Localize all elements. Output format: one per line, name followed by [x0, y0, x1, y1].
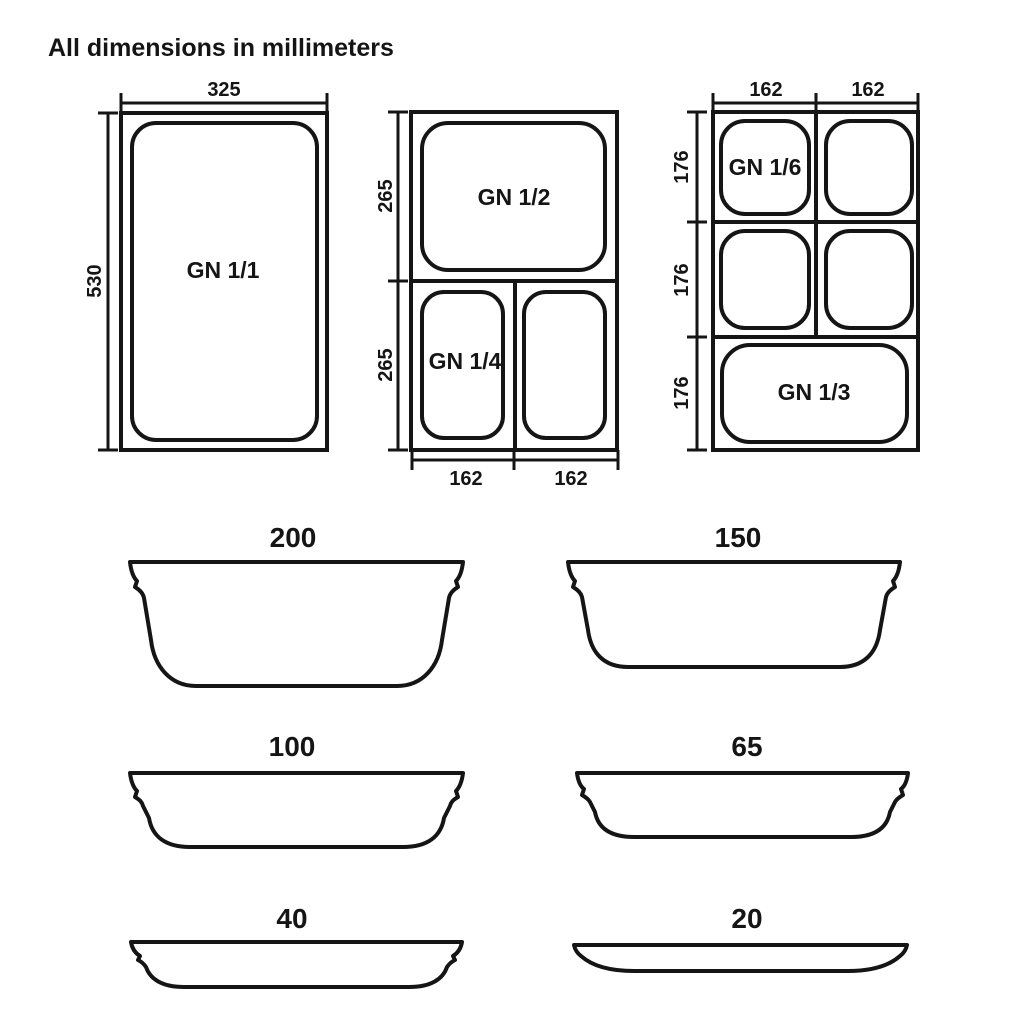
- depth-label-150: 150: [714, 522, 762, 553]
- gn11-height-dim-label: 530: [84, 264, 106, 298]
- pan-profile-150: [568, 562, 900, 667]
- depth-profile-150: [568, 522, 900, 667]
- depth-profile-200: [130, 522, 463, 686]
- pan-profile-65: [577, 773, 908, 837]
- depth-profile-40: [131, 903, 462, 987]
- gn12-height-dim-label-top: 265: [375, 179, 397, 213]
- gn12-label: GN 1/2: [477, 184, 551, 210]
- gn12-height-dim-label-bottom: 265: [375, 348, 397, 382]
- gn16-height-dim-label-3: 176: [671, 376, 693, 410]
- pan-profile-20: [574, 945, 907, 971]
- depth-profile-65: [577, 731, 908, 837]
- gn13-label: GN 1/3: [777, 379, 851, 405]
- gn12-14-diagram: [375, 112, 618, 490]
- gn11-label: GN 1/1: [186, 257, 260, 283]
- gn14-pan-rect-right: [524, 292, 605, 438]
- gn16-height-dim-label-2: 176: [671, 263, 693, 297]
- gn16-width-dim-label-left: 162: [749, 79, 783, 101]
- gn12-width-dim-label-right: 162: [554, 468, 588, 490]
- pan-profile-40: [131, 942, 462, 987]
- depth-label-65: 65: [731, 731, 763, 762]
- gn14-label: GN 1/4: [428, 348, 502, 374]
- gn11-width-dim-label: 325: [207, 79, 241, 101]
- page-title: All dimensions in millimeters: [48, 34, 394, 62]
- gn11-diagram: [84, 79, 327, 450]
- pan-profile-200: [130, 562, 463, 686]
- depth-profile-20: [574, 903, 907, 971]
- gn16-width-dim-label-right: 162: [851, 79, 885, 101]
- depth-profile-100: [130, 731, 463, 847]
- depth-label-200: 200: [269, 522, 317, 553]
- depth-label-20: 20: [731, 903, 763, 934]
- gn16-pan-rect-mid-left: [721, 231, 809, 328]
- gn16-pan-rect-top-right: [826, 121, 912, 214]
- gn12-width-dim-label-left: 162: [449, 468, 483, 490]
- depth-label-100: 100: [268, 731, 316, 762]
- depth-label-40: 40: [276, 903, 308, 934]
- gn16-13-diagram: [671, 79, 918, 450]
- gn16-pan-rect-mid-right: [826, 231, 912, 328]
- pan-profile-100: [130, 773, 463, 847]
- gn16-height-dim-label-1: 176: [671, 150, 693, 184]
- gn16-label: GN 1/6: [728, 154, 802, 180]
